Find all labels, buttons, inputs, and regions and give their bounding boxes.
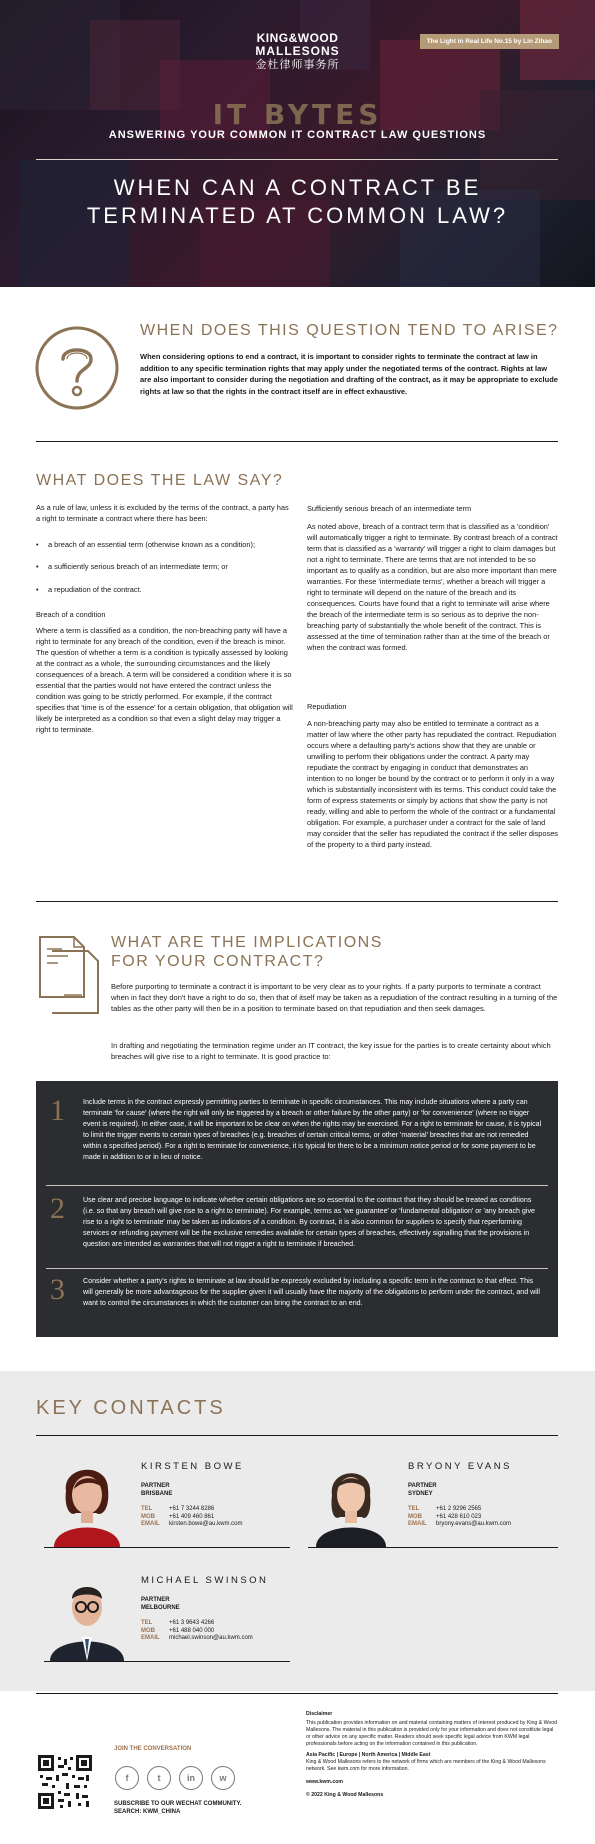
section-heading-law: WHAT DOES THE LAW SAY? [36, 472, 284, 489]
mobile-number[interactable]: +61 428 610 023 [436, 1513, 482, 1520]
document-icon [38, 935, 100, 1015]
subheading-repudiation: Repudiation [307, 702, 347, 711]
hero-divider [36, 159, 558, 160]
disclaimer: Disclaimer This publication provides information on and material containing matters of interest produced by King & Wood Mallesons. The material in this publication is provided only for your information and does not constitute legal or other advice on any specific matter. Readers should seek specific legal advice from KWM legal professionals before acting on the information contained in this publication. Asia Pacific | Europe | North America | Middle East King & Wood Mallesons refers to the network of firms which are members of the King & Wood Mallesons network. See kwm.com for more information. www.kwm.com © 2022 King & Wood Mallesons [306, 1711, 558, 1798]
contact-details: TEL +61 3 9643 4266 MOB +61 488 040 000 EMAIL michael.swinson@au.kwm.com [141, 1620, 253, 1641]
contact-divider [308, 1547, 558, 1548]
contact-details: TEL +61 7 3244 8286 MOB +61 409 460 861 EMAIL kirsten.bowe@au.kwm.com [141, 1506, 243, 1527]
contacts-divider [36, 1435, 558, 1436]
tip-divider [46, 1268, 548, 1269]
section-divider [36, 901, 558, 902]
good-practice-panel [36, 1081, 558, 1337]
tip-number: 3 [50, 1273, 65, 1306]
series-title: IT BYTES [212, 98, 383, 131]
avatar-bryony-evans [308, 1451, 394, 1547]
page-title: WHEN CAN A CONTRACT BE TERMINATED AT COMMON LAW? [86, 175, 509, 228]
mobile-number[interactable]: +61 409 460 861 [169, 1513, 215, 1520]
tip-text: Use clear and precise language to indicate whether certain obligations are so essential to the contract that they should be treated as conditions (i.e. so that any breach will give rise to a right to terminate). For example, terms as 'we guarantee' or 'fundamental obligation' or 'any breach give rise to a right to terminate' may be taken as indicators of a condition. By contrast, it is also common for suppliers to specify that reperforming services or refunding payment will be the exclusive remedies available for certain types of breaches, effectively signalling that the provisions in question are intended as warranties that will not trigger a right to terminate if breached. [83, 1196, 535, 1248]
contact-role: PARTNER BRISBANE [141, 1483, 173, 1497]
series-subtitle: ANSWERING YOUR COMMON IT CONTRACT LAW QUESTIONS [108, 129, 487, 141]
contact-name: MICHAEL SWINSON [141, 1575, 269, 1586]
email-link[interactable]: michael.swinson@au.kwm.com [169, 1635, 253, 1641]
artwork-credit-badge: The Light in Real Life No.15 by Lin Zihao [420, 34, 559, 49]
qr-code-icon[interactable] [38, 1755, 92, 1809]
key-contacts [0, 1371, 595, 1691]
email-link[interactable]: bryony.evans@au.kwm.com [436, 1521, 512, 1527]
subheading-condition: Breach of a condition [36, 610, 106, 619]
section-heading-arise: WHEN DOES THIS QUESTION TEND TO ARISE? [140, 322, 559, 339]
twitter-icon[interactable]: t [147, 1766, 171, 1790]
section-divider [36, 441, 558, 442]
contact-details: TEL +61 2 9296 2565 MOB +61 428 610 023 EMAIL bryony.evans@au.kwm.com [408, 1506, 512, 1527]
contact-name: BRYONY EVANS [408, 1461, 512, 1472]
hero-banner [0, 0, 595, 287]
contact-role: PARTNER MELBOURNE [141, 1597, 180, 1611]
contact-name: KIRSTEN BOWE [141, 1461, 244, 1472]
contact-divider [44, 1661, 290, 1662]
mobile-number[interactable]: +61 488 040 000 [169, 1627, 215, 1634]
contact-role: PARTNER SYDNEY [408, 1483, 437, 1497]
subheading-intermediate: Sufficiently serious breach of an intermediate term [307, 504, 472, 513]
contact-divider [44, 1547, 290, 1548]
firm-logo: KING&WOOD MALLESONS 金杜律师事务所 [255, 31, 340, 71]
tip-text: Consider whether a party's rights to terminate at law should be expressly excluded by including a specific term in the contract to that effect. This will generally be more advantageous for the supplier given it will usually have the majority of the obligations to perform under the contract, and will want to control the circumstances in which the customer can bring the contract to an end. [83, 1277, 541, 1307]
list-item: • a breach of an essential term (otherwise known as a condition); [36, 539, 294, 550]
contacts-heading: KEY CONTACTS [36, 1397, 226, 1419]
join-conversation-label: JOIN THE CONVERSATION [114, 1746, 192, 1752]
implications-para-1: Before purporting to terminate a contract it is important to be very clear as to your rights. If a party purports to terminate a contract when in fact they don't have a right to do so, then that of itself may be taken as a repudiation of the contract resulting in a turning of the tables as the other party will then be in a position to terminate based on that repudiation and then seek damages. [111, 982, 558, 1013]
condition-text: Where a term is classified as a condition, the non-breaching party will have a right to terminate for any breach of the condition, even if the breach is minor. The question of whether a term is a condition is typically assessed by looking at the contract as a whole, the surrounding circumstances and the likely consequences of a breach. A term will be considered a condition where it is so essential that the parties would not have entered the contract unless the condition was going to be strictly performed. For example, if the contract specifies that 'time is of the essence' for a certain obligation, that obligation will likely be interpreted as a condition so that even a slight delay may trigger a right to terminate. [36, 626, 293, 734]
wechat-icon[interactable]: w [211, 1766, 235, 1790]
list-item: • a sufficiently serious breach of an intermediate term; or [36, 561, 294, 572]
section-intro-text: When considering options to end a contract, it is important to consider rights to terminate the contract at law in addition to any specific termination rights that may apply under the negotiated terms of the contract. Rights at law are also important to consider during the negotiation and drafting of the contract, as it may be appropriate to exclude rights at law so that the rights in the contract itself are in effect exhaustive. [140, 352, 558, 396]
list-item: • a repudiation of the contract. [36, 584, 294, 595]
tip-number: 2 [50, 1192, 65, 1225]
question-mark-icon [34, 325, 120, 411]
phone-number[interactable]: +61 3 9643 4266 [169, 1620, 215, 1626]
tip-text: Include terms in the contract expressly permitting parties to terminate in specific circumstances. This may include situations where a party can terminate 'for cause' (where the right will only be triggered by a breach or other failure by the other party) or 'for convenience' (where no trigger event is required). In either case, it will be important to be clear on when the rights may be exercised. For a right to terminate for cause, it is typical to limit the trigger events to certain types of breaches (e.g. breaches of certain critical terms, or other 'material' breaches that are not remedied within a specified period). For a right to terminate for convenience, it is typical for there to be a minimum notice period or for some payment to be made in addition to or in lieu of notice. [83, 1098, 542, 1161]
intermediate-text: As noted above, breach of a contract term that is classified as a 'condition' will automatically trigger a right to terminate. By contrast breach of a contract term that is classified as a 'warranty' will trigger a right to claim damages but not a right to terminate. There are terms that are not intended to be so important as to qualify as a condition, but are also more important than mere warranties. For these 'intermediate terms', whether a breach will trigger a right to terminate will depend on the nature of the breach and its consequences. Courts have found that a right to terminate will arise where the breach of the intermediate term is so serious as to deprive the non-breaching party of substantially the whole benefit of the contract. This is assessed at the time of termination rather than at the time of the breach or when the contract was formed. [307, 522, 558, 652]
law-intro-text: As a rule of law, unless it is excluded by the terms of the contract, a party has a right to terminate a contract where there has been: [36, 503, 289, 523]
tip-divider [46, 1185, 548, 1186]
linkedin-icon[interactable]: in [179, 1766, 203, 1790]
phone-number[interactable]: +61 7 3244 8286 [169, 1506, 215, 1512]
footer-divider [36, 1693, 558, 1694]
implications-para-2: In drafting and negotiating the termination regime under an IT contract, the key issue for the parties is to create certainty about which breaches will give rise to a right to terminate. It is good practice to: [111, 1041, 551, 1061]
repudiation-text: A non-breaching party may also be entitled to terminate a contract as a matter of law where the other party has repudiated the contract. Repudiation occurs where a defaulting party's actions show that they are unable or unwilling to perform their obligations under the contract. A party may repudiate the contract by engaging in conduct that demonstrates an intention to no longer be bound by the contract or to perform it only in a way which is substantially inconsistent with its terms. This conduct could take the form of express statements or simply by actions that show the party is not ready, willing and able to perform the whole of the contract or a fundamental obligation. For example, a purchaser under a contract for the sale of land may consider that the seller has repudiated the contract if the seller disposes of the property to a third party instead. [307, 719, 559, 849]
section-heading-implications: WHAT ARE THE IMPLICATIONS FOR YOUR CONTRACT? [111, 934, 383, 970]
phone-number[interactable]: +61 2 9296 2565 [436, 1506, 482, 1512]
avatar-michael-swinson [44, 1565, 130, 1661]
wechat-subscribe-text: SUBSCRIBE TO OUR WECHAT COMMUNITY. SEARCH: KWM_CHINA [114, 1801, 242, 1815]
website-link[interactable]: www.kwm.com [306, 1779, 343, 1785]
facebook-icon[interactable]: f [115, 1766, 139, 1790]
tip-number: 1 [50, 1094, 65, 1127]
email-link[interactable]: kirsten.bowe@au.kwm.com [169, 1521, 243, 1527]
avatar-kirsten-bowe [44, 1451, 130, 1547]
